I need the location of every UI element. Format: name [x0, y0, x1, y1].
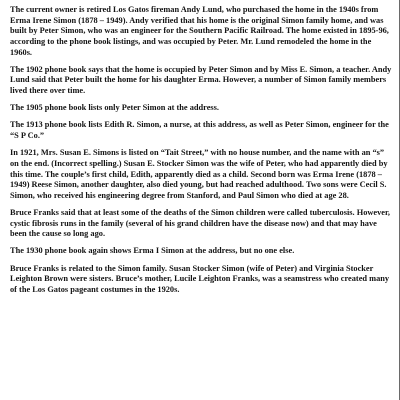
paragraph-tuberculosis: Bruce Franks said that at least some of the deaths of the Simon children were called tuberculosis. However, cystic fibrosis runs in the family (several of his grand children have the disease now) and that may have been the cause so long ago. [10, 208, 391, 239]
paragraph-1930-phone-book: The 1930 phone book again shows Erma I Simon at the address, but no one else. [10, 246, 295, 256]
paragraph-family-relation: Bruce Franks is related to the Simon family. Susan Stocker Simon (wife of Peter) and Virginia Stocker Leighton Brown were sisters. Bruce’s mother, Lucile Leighton Franks, was a seamstress who created many of the Los Gatos pageant costumes in the 1920s. [10, 263, 390, 294]
paragraph-1902-phone-book: The 1902 phone book says that the home is occupied by Peter Simon and by Miss E. Simon, a teacher. Andy Lund said that Peter built the home for his daughter Erma. However, a number of Simon family members lived there over time. [10, 64, 392, 96]
paragraph-1913-phone-book: The 1913 phone book lists Edith R. Simon, a nurse, at this address, as well as Peter Simon, engineer for the “S P Co.” [10, 120, 389, 141]
paragraph-current-owner: The current owner is retired Los Gatos fireman Andy Lund, who purchased the home in the 1940s from Erma Irene Simon (1878 – 1949). Andy verified that his home is the original Simon family home, and was built by Peter Simon, who was an engineer for the Southern Pacific Railroad. The home existed in 1895-96, according to the phone book listings, and was occupied by Peter. Mr. Lund remodeled the home in the 1960s. [10, 5, 389, 57]
paragraph-1905-phone-book: The 1905 phone book lists only Peter Simon at the address. [10, 103, 220, 113]
paragraph-1921-listing: In 1921, Mrs. Susan E. Simons is listed on “Tait Street,” with no house number, and the name with an “s” on the end. (Incorrect spelling.) Susan E. Stocker Simon was the wife of Peter, who had apparently died by this time. The couple’s first child, Edith, apparently died as a child. Second born was Erma Irene (1878 – 1949) Reese Simon, another daughter, also died young, but had reached adulthood. Two sons were Cecil S. Simon, who received his engineering degree from Stanford, and Paul Simon who died at age 28. [10, 148, 388, 200]
